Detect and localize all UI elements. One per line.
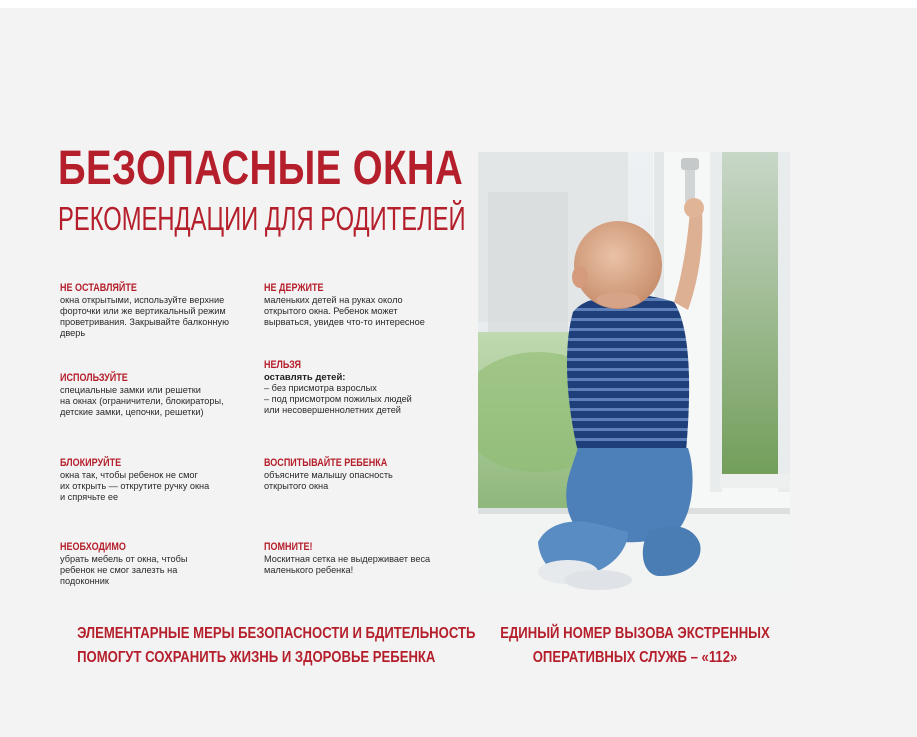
tip-heading: НЕЛЬЗЯ xyxy=(264,359,302,371)
tip-heading: ИСПОЛЬЗУЙТЕ xyxy=(60,372,128,384)
footer-emergency-number xyxy=(470,622,800,670)
tip-text: убрать мебель от окна, чтобы ребенок не смог залезть на подоконник xyxy=(60,554,188,586)
tip-text: Москитная сетка не выдерживает веса маленького ребенка! xyxy=(264,554,431,575)
footer-line: ЕДИНЫЙ НОМЕР ВЫЗОВА ЭКСТРЕННЫХ xyxy=(500,625,770,642)
tip-do-not-hold xyxy=(264,282,454,328)
tip-heading: НЕ ОСТАВЛЯЙТЕ xyxy=(60,282,137,294)
tip-heading: НЕ ДЕРЖИТЕ xyxy=(264,282,324,294)
tip-block xyxy=(60,457,250,503)
tip-text: специальные замки или решетки на окнах (ограничители, блокираторы, детские замки, цепочки, решетки) xyxy=(60,385,224,417)
tip-text: объясните малышу опасность открытого окна xyxy=(264,470,393,491)
tip-use xyxy=(60,372,250,418)
tip-remember xyxy=(264,541,454,576)
tip-necessary xyxy=(60,541,250,587)
tip-text: окна так, чтобы ребенок не смог их открыть — открутите ручку окна и спрячьте ее xyxy=(60,470,210,502)
tip-text: маленьких детей на руках около открытого окна. Ребенок может вырваться, увидев что-то интересное xyxy=(264,295,425,327)
tip-do-not-leave xyxy=(60,282,250,339)
tip-heading: ВОСПИТЫВАЙТЕ РЕБЕНКА xyxy=(264,457,388,469)
tip-heading: БЛОКИРУЙТЕ xyxy=(60,457,122,469)
page-subtitle: РЕКОМЕНДАЦИИ ДЛЯ РОДИТЕЛЕЙ xyxy=(58,200,466,237)
footer-line: ПОМОГУТ СОХРАНИТЬ ЖИЗНЬ И ЗДОРОВЬЕ РЕБЕНКА xyxy=(77,649,436,666)
footer-safety-message xyxy=(40,622,476,670)
footer-line: ЭЛЕМЕНТАРНЫЕ МЕРЫ БЕЗОПАСНОСТИ И БДИТЕЛЬНОСТЬ xyxy=(77,625,476,642)
page-title: БЕЗОПАСНЫЕ ОКНА xyxy=(58,142,464,195)
tip-text: – без присмотра взрослых – под присмотром пожилых людей или несовершеннолетних детей xyxy=(264,383,412,415)
footer-line: ОПЕРАТИВНЫХ СЛУЖБ – «112» xyxy=(532,649,738,666)
tip-heading: ПОМНИТЕ! xyxy=(264,541,313,553)
tip-forbidden xyxy=(264,359,454,416)
tip-subheading: оставлять детей: xyxy=(264,372,346,383)
tip-text: окна открытыми, используйте верхние форточки или же вертикальный режим проветривания. Закрывайте балконную дверь xyxy=(60,295,229,338)
tip-heading: НЕОБХОДИМО xyxy=(60,541,126,553)
child-at-window-photo xyxy=(478,152,790,590)
tip-educate xyxy=(264,457,454,492)
